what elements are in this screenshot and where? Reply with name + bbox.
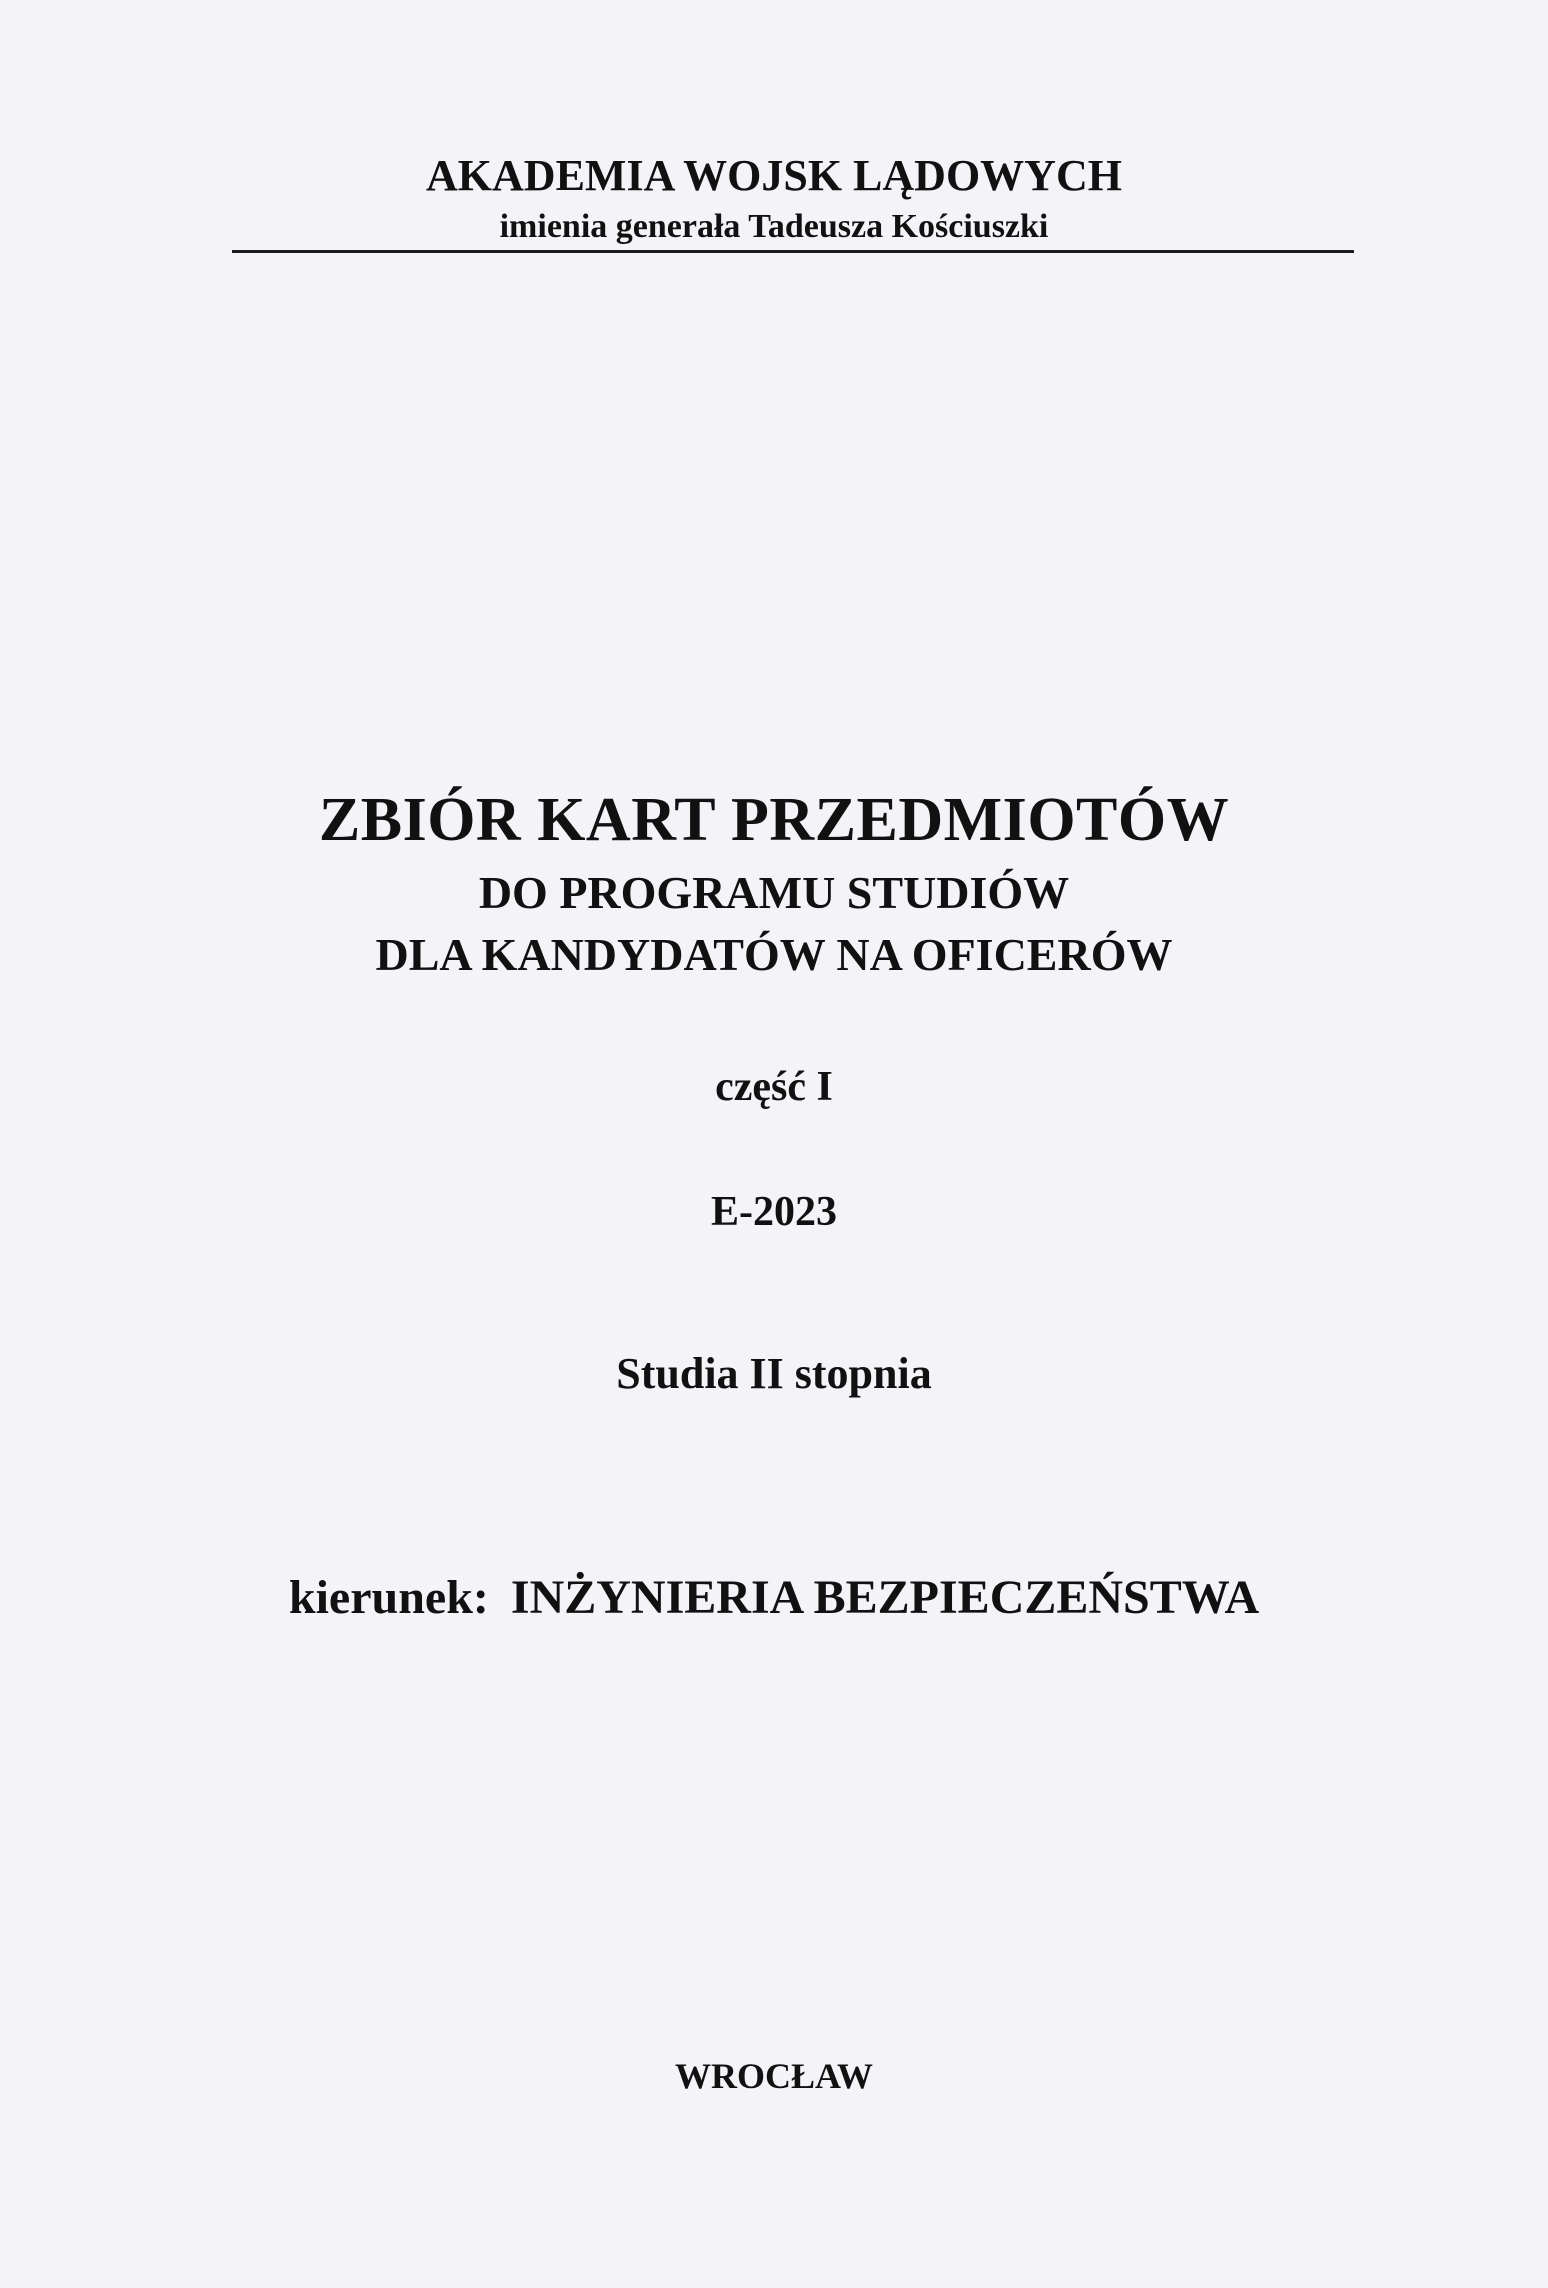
document-edition: E-2023: [711, 1189, 837, 1235]
field-of-study-label: kierunek:: [288, 1571, 489, 1624]
field-of-study-value: INŻYNIERIA BEZPIECZEŃSTWA: [510, 1571, 1260, 1624]
header-divider: [232, 250, 1354, 253]
document-part: część I: [715, 1064, 833, 1110]
document-subtitle-line-1: DO PROGRAMU STUDIÓW: [478, 867, 1070, 918]
institution-subtitle: imienia generała Tadeusza Kościuszki: [499, 208, 1049, 245]
field-of-study: [0, 1570, 1548, 1625]
document-subtitle-line-2: DLA KANDYDATÓW NA OFICERÓW: [375, 929, 1173, 980]
study-level: Studia II stopnia: [616, 1349, 932, 1398]
institution-name: AKADEMIA WOJSK LĄDOWYCH: [426, 151, 1122, 200]
publication-city: WROCŁAW: [674, 2056, 874, 2096]
document-title: ZBIÓR KART PRZEDMIOTÓW: [318, 786, 1230, 854]
